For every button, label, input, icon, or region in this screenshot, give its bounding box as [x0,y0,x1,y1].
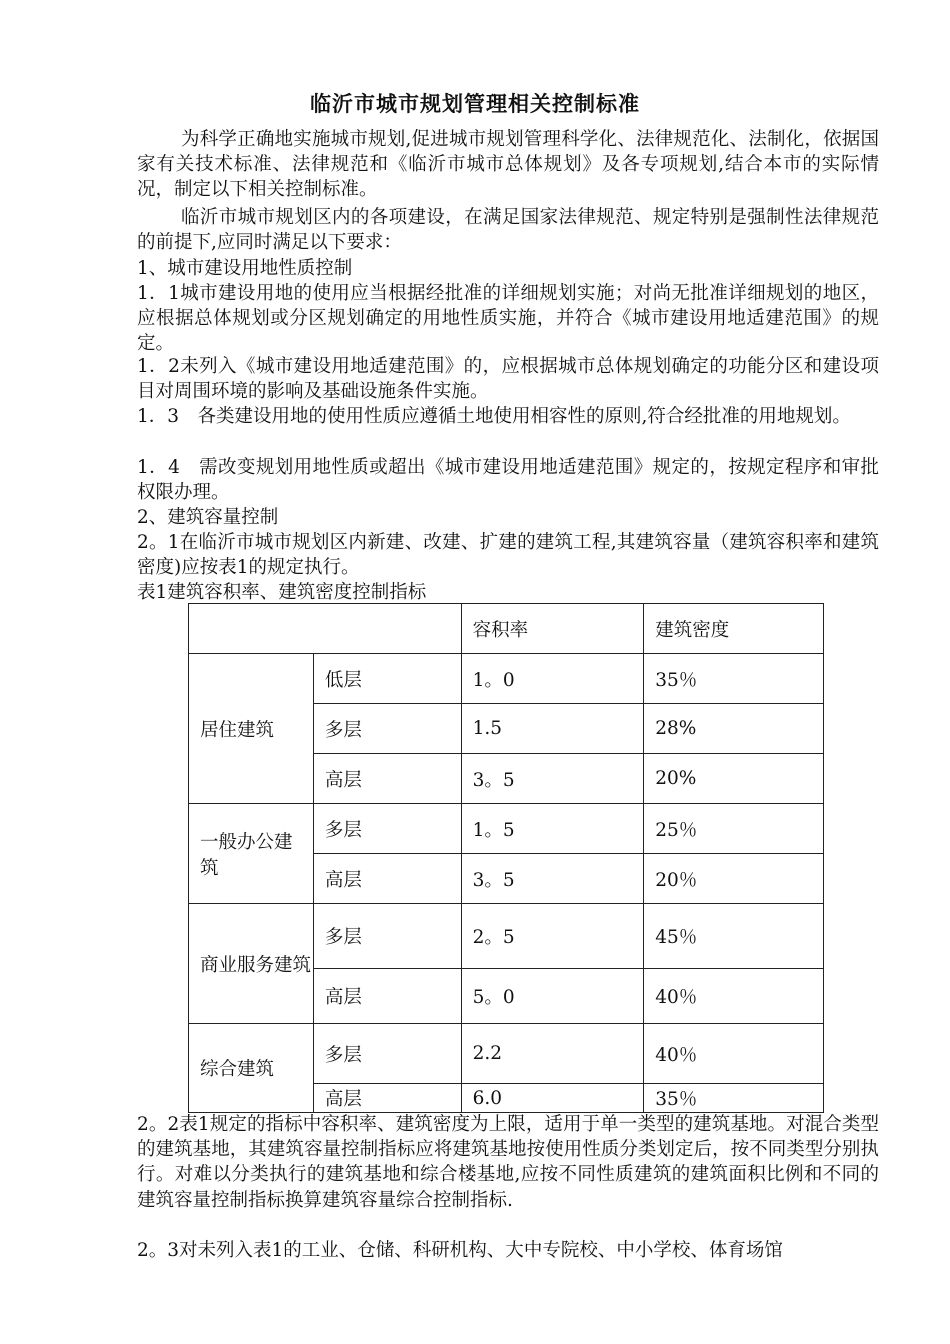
clause-2-2: 2。2表1规定的指标中容积率、建筑密度为上限，适用于单一类型的建筑基地。对混合类型的建筑基地，其建筑容量控制指标应将建筑基地按使用性质分类划定后，按不同类型分别执行。对难以分类执行的建筑基地和综合楼基地,应按不同性质建筑的建筑面积比例和不同的建筑容量控制指标换算建筑容量综合控制指标. [137,1114,879,1211]
header-empty-cell [189,604,462,654]
table-row [189,654,824,704]
density-cell: 45％ [644,904,824,969]
far-cell: 6.0 [461,1084,644,1113]
far-cell: 1.5 [461,704,644,754]
far-cell: 5。0 [461,969,644,1024]
level-cell: 高层 [313,854,461,904]
far-cell: 2.2 [461,1024,644,1084]
level-cell: 高层 [313,969,461,1024]
document-title: 临沂市城市规划管理相关控制标准 [310,91,640,116]
section-heading-2: 2、建筑容量控制 [137,507,279,528]
section-heading-1: 1、城市建设用地性质控制 [137,258,353,279]
group-residential: 居住建筑 [189,654,314,804]
density-cell: 40％ [644,969,824,1024]
far-cell: 1。5 [461,804,644,854]
table-caption: 表1建筑容积率、建筑密度控制指标 [137,582,427,603]
density-cell: 35％ [644,654,824,704]
clause-1-3: 1．3 各类建设用地的使用性质应遵循土地使用相容性的原则,符合经批准的用地规划。 [137,406,851,427]
clause-1-4: 1．4 需改变规划用地性质或超出《城市建设用地适建范围》规定的，按规定程序和审批权限办理。 [137,457,879,504]
group-office: 一般办公建 筑 [189,804,314,904]
level-cell: 低层 [313,654,461,704]
header-far: 容积率 [461,604,644,654]
table-header-row [189,604,824,654]
level-cell: 多层 [313,904,461,969]
group-mixed: 综合建筑 [189,1024,314,1113]
far-cell: 3。5 [461,754,644,804]
clause-2-1: 2。1在临沂市城市规划区内新建、改建、扩建的建筑工程,其建筑容量（建筑容积率和建筑密度)应按表1的规定执行。 [137,532,879,579]
far-cell: 1。0 [461,654,644,704]
level-cell: 高层 [313,1084,461,1113]
table-row [189,804,824,854]
table-row [189,904,824,969]
far-cell: 3。5 [461,854,644,904]
far-cell: 2。5 [461,904,644,969]
density-cell: 40％ [644,1024,824,1084]
intro-paragraph: 为科学正确地实施城市规划,促进城市规划管理科学化、法律规范化、法制化，依据国家有关技术标准、法律规范和《临沂市城市总体规划》及各专项规划,结合本市的实际情况，制定以下相关控制标准。 [137,129,879,201]
density-cell: 35％ [644,1084,824,1113]
density-cell: 28% [644,704,824,754]
density-cell: 20％ [644,854,824,904]
clause-1-2: 1．2未列入《城市建设用地适建范围》的，应根据城市总体规划确定的功能分区和建设项目对周围环境的影响及基础设施条件实施。 [137,356,879,403]
level-cell: 多层 [313,1024,461,1084]
level-cell: 多层 [313,704,461,754]
capacity-control-table [188,603,824,1113]
density-cell: 25％ [644,804,824,854]
table-row [189,1024,824,1084]
clause-2-3: 2。3对未列入表1的工业、仓储、科研机构、大中专院校、中小学校、体育场馆 [137,1240,783,1261]
group-commercial: 商业服务建筑 [189,904,314,1024]
level-cell: 高层 [313,754,461,804]
level-cell: 多层 [313,804,461,854]
header-density: 建筑密度 [644,604,824,654]
clause-1-1: 1．1城市建设用地的使用应当根据经批准的详细规划实施；对尚无批准详细规划的地区，应根据总体规划或分区规划确定的用地性质实施，并符合《城市建设用地适建范围》的规定。 [137,283,879,355]
requirement-paragraph: 临沂市城市规划区内的各项建设，在满足国家法律规范、规定特别是强制性法律规范的前提下,应同时满足以下要求： [137,207,879,254]
density-cell: 20% [644,754,824,804]
